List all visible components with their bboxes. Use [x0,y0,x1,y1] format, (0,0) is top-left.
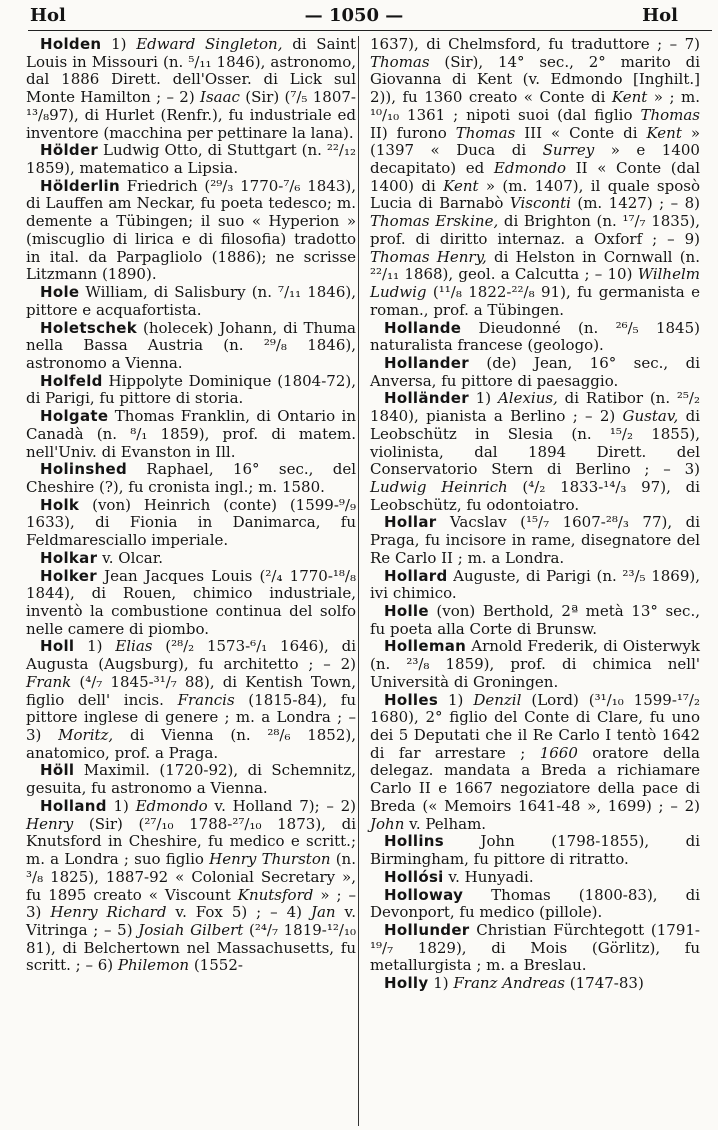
dictionary-entry [26,178,356,284]
dictionary-entry [26,320,356,373]
entry-text: v. Vitringa ; – 5) [26,903,357,939]
dictionary-entry [26,408,356,461]
entry-text: 1) [101,35,137,53]
entry-text: di Ratibor (n. ²⁵/₂ 1840), pianista a Berlino ; – 2) [370,389,700,426]
dictionary-entry [26,142,356,177]
entry-headword: Hollar [384,513,437,532]
entry-text: (⁴/₇ 1845-³¹/₇ 88), di Kentish Town, figlio dell' incis. [26,672,356,709]
entry-text: 1) [468,389,498,408]
entry-text: (n. ³/₈ 1825), 1887-92 « Colonial Secretary », fu 1895 creato « Viscount [26,850,356,904]
entry-text: » ; – 3) [26,885,356,922]
entry-headword: Holly [384,974,429,993]
entry-headword: Hölder [40,141,99,160]
entry-headword: Holloway [384,885,464,904]
entry-headword: Holker [40,566,97,585]
entry-text: Ludwig Otto, di Stuttgart (n. ²²/₁₂ 1859), matematico a Lipsia. [26,141,356,178]
right-column [370,36,700,993]
dictionary-entry [26,762,356,797]
left-column [26,36,356,975]
entry-text: di Brighton (n. ¹⁷/₇ 1835), prof. di diritto internaz. a Oxforf ; – 9) [370,212,700,248]
entry-headword: Holland [40,796,107,815]
entry-text: (Lord) (³¹/₁₀ 1599-¹⁷/₂ 1680), 2° figlio del Conte di Clare, fu uno dei 5 Deputati che il Re Carlo I tentò 1642 di far arrestare ; [370,690,700,762]
entry-text: Auguste, di Parigi (n. ²³/₅ 1869), ivi chimico. [370,566,700,603]
dictionary-entry [370,692,700,834]
dictionary-entry [26,798,356,975]
dictionary-entry [370,320,700,355]
entry-italic-name: Edmondo [135,796,208,815]
entry-text: 1) [74,637,116,656]
entry-headword: Holkar [40,548,98,567]
dictionary-entry [26,461,356,496]
entry-headword: Holländer [384,389,469,408]
entry-text: Arnold Frederik, di Oisterwyk (n. ²³/₈ 1859), prof. di chimica nell' Università di Groningen. [370,637,700,691]
entry-italic-name: Thomas Henry, [370,247,487,266]
entry-text: (²⁸/₂ 1573-⁶/₁ 1646), di Augusta (Augsburg), fu architetto ; – 2) [26,637,356,674]
dictionary-entry [370,869,700,887]
entry-text: Maximil. (1720-92), di Schemnitz, gesuita, fu astronomo a Vienna. [26,761,356,798]
entry-text: v. Olcar. [97,548,164,567]
entry-italic-name: Wilhelm Ludwig [370,265,700,302]
entry-text: II « Conte (dal 1400) di [370,159,700,195]
dictionary-entry [26,284,356,319]
entry-text: (Sir) (⁷/₅ 1807-¹³/₈97), di Hurlet (Renfr.), fu industriale ed inventore (macchina per pettinare la lana). [26,88,356,142]
dictionary-entry [370,568,700,603]
entry-italic-name: Surrey [542,141,595,160]
entry-italic-name: Denzil [473,690,522,709]
entry-text: (⁴/₂ 1833-¹⁴/₃ 97), di Leobschütz, fu odontoiatro. [370,477,700,514]
entry-text: (von) Heinrich (conte) (1599-⁹/₉ 1633), di Fionia in Danimarca, fu Feldmaresciallo imperiale. [26,495,356,550]
entry-italic-name: Visconti [509,194,571,213]
entry-text: (¹¹/₈ 1822-²²/₈ 91), fu germanista e roman., prof. a Tübingen. [370,283,700,319]
dictionary-entry [370,887,700,922]
entry-text: 1) [106,796,136,815]
entry-headword: Hollande [384,318,462,337]
entry-text: (holecek) Johann, di Thuma nella Bassa Austria (n. ²⁹/₈ 1846), astronomo a Vienna. [26,318,356,372]
entry-text: di Saint Louis in Missouri (n. ⁵/₁₁ 1846), astronomo, dal 1886 Dirett. dell'Osser. di Lick sul Monte Hamilton ; – 2) [26,35,357,107]
dictionary-entry [26,638,356,762]
entry-text: Vacslav (¹⁵/₇ 1607-²⁸/₃ 77), di Praga, fu incisore in rame, disegnatore del Re Carlo II ; m. a Londra. [370,513,700,567]
entry-headword: Hollósi [384,867,444,886]
entry-text: oratore della delegaz. mandata a Breda a richiamare Carlo II e 1667 negoziatore della pace di Breda (« Memoirs 1641-48 », 1699) ; – 2) [370,743,700,815]
entry-headword: Hollins [384,832,444,851]
entry-headword: Holfeld [40,371,103,390]
entry-headword: Holetschek [40,318,137,337]
entry-headword: Hollard [384,566,448,585]
entry-headword: Holles [384,690,439,709]
dictionary-entry [370,603,700,638]
entry-text: (²⁴/₇ 1819-¹²/₁₀ 81), di Belchertown nel Massachusetts, fu scritt. ; – 6) [26,920,356,975]
entry-italic-name: Josiah Gilbert [138,920,244,939]
entry-text: Raphael, 16° sec., del Cheshire (?), fu cronista ingl.; m. 1580. [26,460,356,496]
entry-text: Thomas (1800-83), di Devonport, fu medico (pillole). [370,885,700,922]
entry-text: v. Holland 7); – 2) [207,796,356,815]
entry-text: (1552- [189,956,243,975]
entry-text: 1) [428,974,454,993]
entry-text: (1815-84), fu pittore inglese di genere ; m. a Londra ; – 3) [26,690,356,745]
entry-text: Jean Jacques Louis (²/₄ 1770-¹⁸/₈ 1844), di Rouen, chimico industriale, inventò la combustione continua del solfo nelle camere di piombo. [26,566,356,638]
entry-italic-name: 1660 [539,743,578,762]
entry-text: John (1798-1855), di Birmingham, fu pittore di ritratto. [370,832,700,869]
entry-italic-name: Kent [443,176,479,195]
entry-italic-name: Moritz, [58,726,114,745]
dictionary-entry [370,390,700,514]
dictionary-entry [26,497,356,550]
entry-italic-name: Henry [26,814,74,833]
entry-text: (1747-83) [565,974,644,993]
entry-headword: Holgate [40,407,109,426]
entry-text: 1) [438,690,474,709]
entry-headword: Holleman [384,637,467,656]
entry-text: » (m. 1407), il quale sposò Lucia di Barnabò [370,176,700,213]
entry-italic-name: Isaac [200,88,240,107]
entry-headword: Hölderlin [40,176,120,195]
entry-italic-name: Frank [26,672,72,691]
entry-italic-name: Philemon [117,956,190,975]
dictionary-entry [370,833,700,868]
entry-italic-name: Elias [115,637,153,656]
entry-italic-name: Thomas [640,105,700,124]
entry-headword: Hollunder [384,920,470,939]
entry-text: Hippolyte Dominique (1804-72), di Parigi, fu pittore di storia. [26,371,356,408]
entry-italic-name: Knutsford [237,885,314,904]
entry-italic-name: Edmondo [493,159,567,178]
entry-text: William, di Salisbury (n. ⁷/₁₁ 1846), pittore e acquafortista. [26,283,356,319]
dictionary-entry [26,568,356,639]
entry-italic-name: Jan [310,903,336,922]
entry-headword: Holl [40,637,75,656]
entry-text: v. Fox 5) ; – 4) [166,903,311,922]
entry-continuation [370,36,700,320]
entry-text: (m. 1427) ; – 8) [570,194,700,213]
entry-headword: Holinshed [40,460,128,479]
dictionary-entry [26,36,356,142]
header-right-guide-word: Hol [642,4,678,26]
entry-text: v. Hunyadi. [443,867,534,886]
entry-italic-name: Kent [611,88,648,107]
entry-text: 1637), di Chelmsford, fu traduttore ; – 7) [370,35,700,53]
entry-headword: Holle [384,602,429,620]
entry-headword: Hollander [384,353,469,372]
entry-italic-name: Thomas [370,52,430,71]
dictionary-entry [26,550,356,568]
entry-text: di Leobschütz in Slesia (n. ¹⁵/₂ 1855), violinista, dal 1894 Dirett. del Conservatorio Stern di Berlino ; – 3) [370,407,700,479]
header-rule [28,30,712,31]
entry-italic-name: Henry Richard [50,903,167,922]
entry-text: (von) Berthold, 2ª metà 13° sec., fu poeta alla Corte di Brunsw. [370,602,700,638]
dictionary-entry [370,638,700,691]
entry-italic-name: Ludwig Heinrich [370,477,508,496]
dictionary-entry [370,514,700,567]
entry-text: » ; m. ¹⁰/₁₀ 1361 ; nipoti suoi (dal figlio [370,88,700,124]
entry-headword: Höll [40,761,75,780]
entry-headword: Holden [40,35,102,53]
dictionary-entry [370,975,700,993]
entry-italic-name: Kent [646,123,682,142]
entry-text: Thomas Franklin, di Ontario in Canadà (n. ⁸/₁ 1859), prof. di matem. nell'Univ. di Evanston in Ill. [26,407,356,461]
entry-text: v. Pelham. [404,814,487,833]
running-header [0,0,718,30]
dictionary-entry [370,355,700,390]
entry-text: II) furono [370,123,456,142]
entry-text: Dieudonné (n. ²⁶/₅ 1845) naturalista francese (geologo). [370,318,700,355]
dictionary-entry [370,922,700,975]
entry-italic-name: Thomas Erskine, [370,212,499,231]
entry-headword: Holk [40,495,80,514]
column-divider [358,36,359,1126]
entry-text: Christian Fürchtegott (1791-¹⁹/₇ 1829), di Mois (Görlitz), fu metallurgista ; m. a Breslau. [370,920,700,975]
entry-italic-name: Henry Thurston [209,850,331,869]
entry-text: (Sir) (²⁷/₁₀ 1788-²⁷/₁₀ 1873), di Knutsford in Cheshire, fu medico e scritt.; m. a Londra ; suo figlio [26,814,356,869]
entry-text: » (1397 « Duca di [370,123,700,160]
entry-italic-name: Alexius, [497,389,558,408]
entry-italic-name: Francis [177,690,235,709]
dictionary-entry [26,373,356,408]
entry-italic-name: Franz Andreas [453,974,565,993]
entry-italic-name: Thomas [455,123,516,142]
entry-text: di Vienna (n. ²⁸/₆ 1852), anatomico, prof. a Praga. [26,726,356,762]
entry-text: » e 1400 decapitato) ed [370,141,700,178]
entry-italic-name: John [370,814,405,833]
entry-headword: Hole [40,283,80,302]
entry-text: Friedrich (²⁹/₃ 1770-⁷/₆ 1843), di Lauffen am Neckar, fu poeta tedesco; m. demente a Tübingen; il suo « Hyperion » (miscuglio di lirica e di filosofia) tradotto in ital. da Parpagliolo (1886); ne scrisse Litzmann (1890). [26,176,356,284]
entry-text: III « Conte di [515,123,647,142]
page-number: — 1050 — [304,4,404,26]
entry-text: di Helston in Cornwall (n. ²²/₁₁ 1868), geol. a Calcutta ; – 10) [370,247,700,284]
entry-text: (de) Jean, 16° sec., di Anversa, fu pittore di paesaggio. [370,353,700,390]
entry-text: (Sir), 14° sec., 2° marito di Giovanna di Kent (v. Edmondo [Inghilt.] 2)), fu 1360 creato « Conte di [370,52,700,107]
entry-italic-name: Edward Singleton, [136,35,283,53]
header-left-guide-word: Hol [30,4,66,26]
entry-italic-name: Gustav, [622,407,679,426]
